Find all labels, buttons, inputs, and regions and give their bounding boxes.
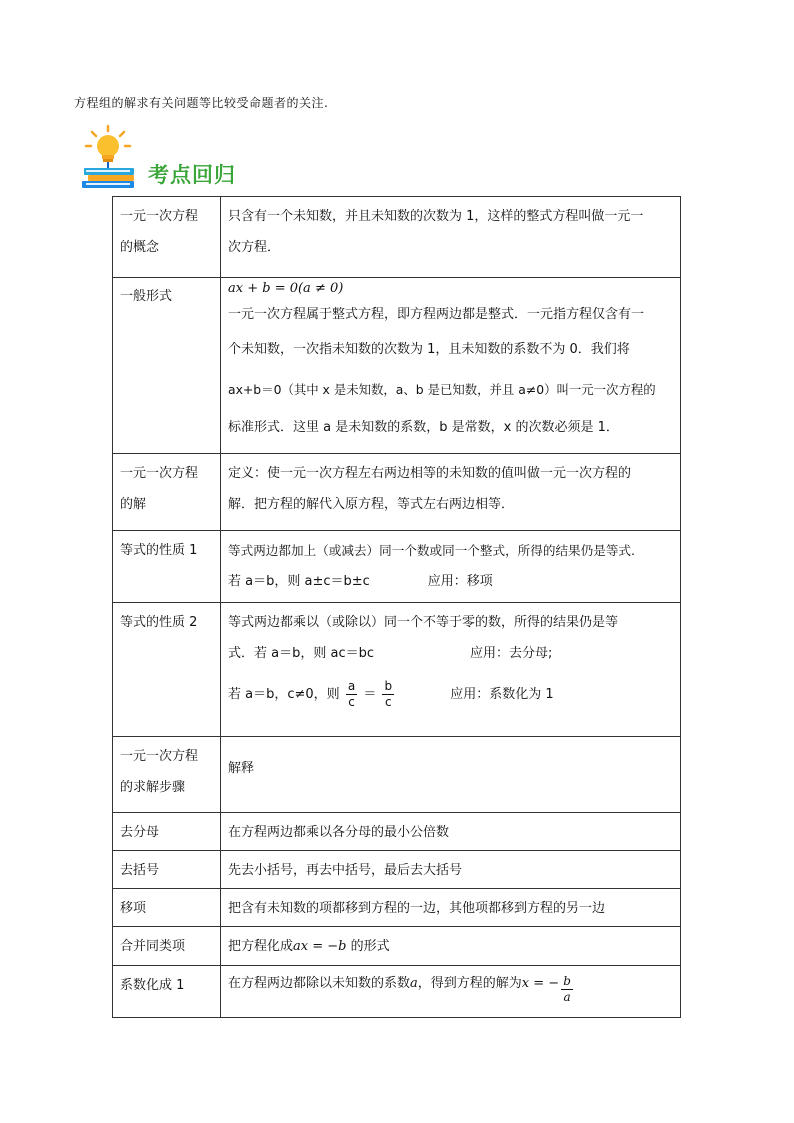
row-key (113, 278, 221, 454)
row-value (221, 927, 681, 966)
fraction-a-over-c: $\frac{a}{c}$ (347, 679, 356, 709)
step4-formula: ax = −b (293, 939, 347, 954)
value-line: 次方程． (228, 240, 281, 255)
row-value (221, 851, 681, 889)
value-line: 解释 (228, 761, 255, 776)
step5-coefficient: a (410, 976, 418, 991)
row-key (113, 603, 221, 737)
table-row (113, 603, 681, 737)
row-value (221, 737, 681, 813)
row-key (113, 737, 221, 813)
table-row (113, 737, 681, 813)
key-line: 一元一次方程 (120, 466, 199, 481)
table-row (113, 278, 681, 454)
prop2-application: 应用：去分母; (470, 646, 553, 661)
value-line: 一元一次方程属于整式方程，即方程两边都是整式．一元指方程仅含有一 (228, 307, 645, 322)
fraction-b-over-a: $\frac{b}{a}$ (563, 974, 571, 1004)
key-line: 等式的性质 2 (120, 615, 198, 630)
knowledge-table (112, 196, 681, 1018)
equals-sign: ＝ (363, 687, 377, 702)
value-line: 解．把方程的解代入原方程，等式左右两边相等． (228, 497, 515, 512)
step5-text-mid: ，得到方程的解为 (417, 976, 522, 991)
key-line: 的求解步骤 (120, 780, 186, 795)
key-line: 的概念 (120, 240, 160, 255)
value-line: 在方程两边都乘以各分母的最小公倍数 (228, 825, 450, 840)
value-line: 把含有未知数的项都移到方程的一边，其他项都移到方程的另一边 (228, 901, 606, 916)
value-line: 先去小括号，再去中括号，最后去大括号 (228, 863, 463, 878)
table-row (113, 454, 681, 531)
value-line: 定义：使一元一次方程左右两边相等的未知数的值叫做一元一次方程的 (228, 466, 632, 481)
key-line: 去分母 (120, 825, 160, 840)
row-key (113, 454, 221, 531)
table-row (113, 197, 681, 278)
prop2-condition-2: 若 a＝b，c≠0，则 (228, 687, 340, 702)
key-line: 合并同类项 (120, 939, 186, 954)
step4-text-end: 的形式 (346, 939, 390, 954)
fraction-b-over-c: $\frac{b}{c}$ (384, 679, 393, 709)
row-key (113, 966, 221, 1018)
prop2-application-2: 应用：系数化为 1 (450, 687, 554, 702)
key-line: 移项 (120, 901, 147, 916)
key-line: 系数化成 1 (120, 978, 185, 993)
general-formula: ax + b = 0(a ≠ 0) (228, 281, 344, 296)
row-key (113, 813, 221, 851)
row-value (221, 889, 681, 927)
row-key (113, 531, 221, 603)
key-line: 一元一次方程 (120, 209, 199, 224)
step5-text: 在方程两边都除以未知数的系数 (228, 976, 411, 991)
table-row (113, 966, 681, 1018)
key-line: 一元一次方程 (120, 749, 199, 764)
row-key (113, 927, 221, 966)
row-key (113, 889, 221, 927)
value-line: 个未知数，一次指未知数的次数为 1，且未知数的系数不为 0．我们将 (228, 342, 630, 357)
row-value (221, 278, 681, 454)
table-row (113, 531, 681, 603)
prop1-condition: 若 a＝b，则 a±c＝b±c (228, 574, 370, 589)
section-title: 考点回归 (148, 163, 236, 187)
value-line: ax+b＝0（其中 x 是未知数，a、b 是已知数，并且 a≠0）叫一元一次方程的 (228, 382, 656, 397)
step5-formula: x = − (521, 976, 560, 991)
lightbulb-books-icon (78, 124, 144, 190)
value-line: 标准形式．这里 a 是未知数的系数，b 是常数，x 的次数必须是 1． (228, 420, 619, 435)
table-row (113, 813, 681, 851)
row-value (221, 813, 681, 851)
table-row (113, 851, 681, 889)
row-key (113, 197, 221, 278)
row-value (221, 966, 681, 1018)
table-row (113, 889, 681, 927)
key-line: 的解 (120, 497, 147, 512)
key-line: 去括号 (120, 863, 160, 878)
table-row (113, 927, 681, 966)
row-key (113, 851, 221, 889)
prop2-condition: 式．若 a＝b，则 ac＝bc (228, 646, 374, 661)
key-line: 一般形式 (120, 289, 173, 304)
step4-text: 把方程化成 (228, 939, 294, 954)
intro-text: 方程组的解求有关问题等比较受命题者的关注. (74, 96, 329, 110)
key-line: 等式的性质 1 (120, 543, 198, 558)
value-line: 等式两边都加上（或减去）同一个数或同一个整式，所得的结果仍是等式. (228, 543, 636, 558)
row-value (221, 197, 681, 278)
row-value (221, 454, 681, 531)
row-value (221, 603, 681, 737)
prop1-application: 应用：移项 (427, 574, 493, 589)
value-line: 等式两边都乘以（或除以）同一个不等于零的数，所得的结果仍是等 (228, 615, 619, 630)
value-line: 只含有一个未知数，并且未知数的次数为 1，这样的整式方程叫做一元一 (228, 209, 644, 224)
row-value (221, 531, 681, 603)
